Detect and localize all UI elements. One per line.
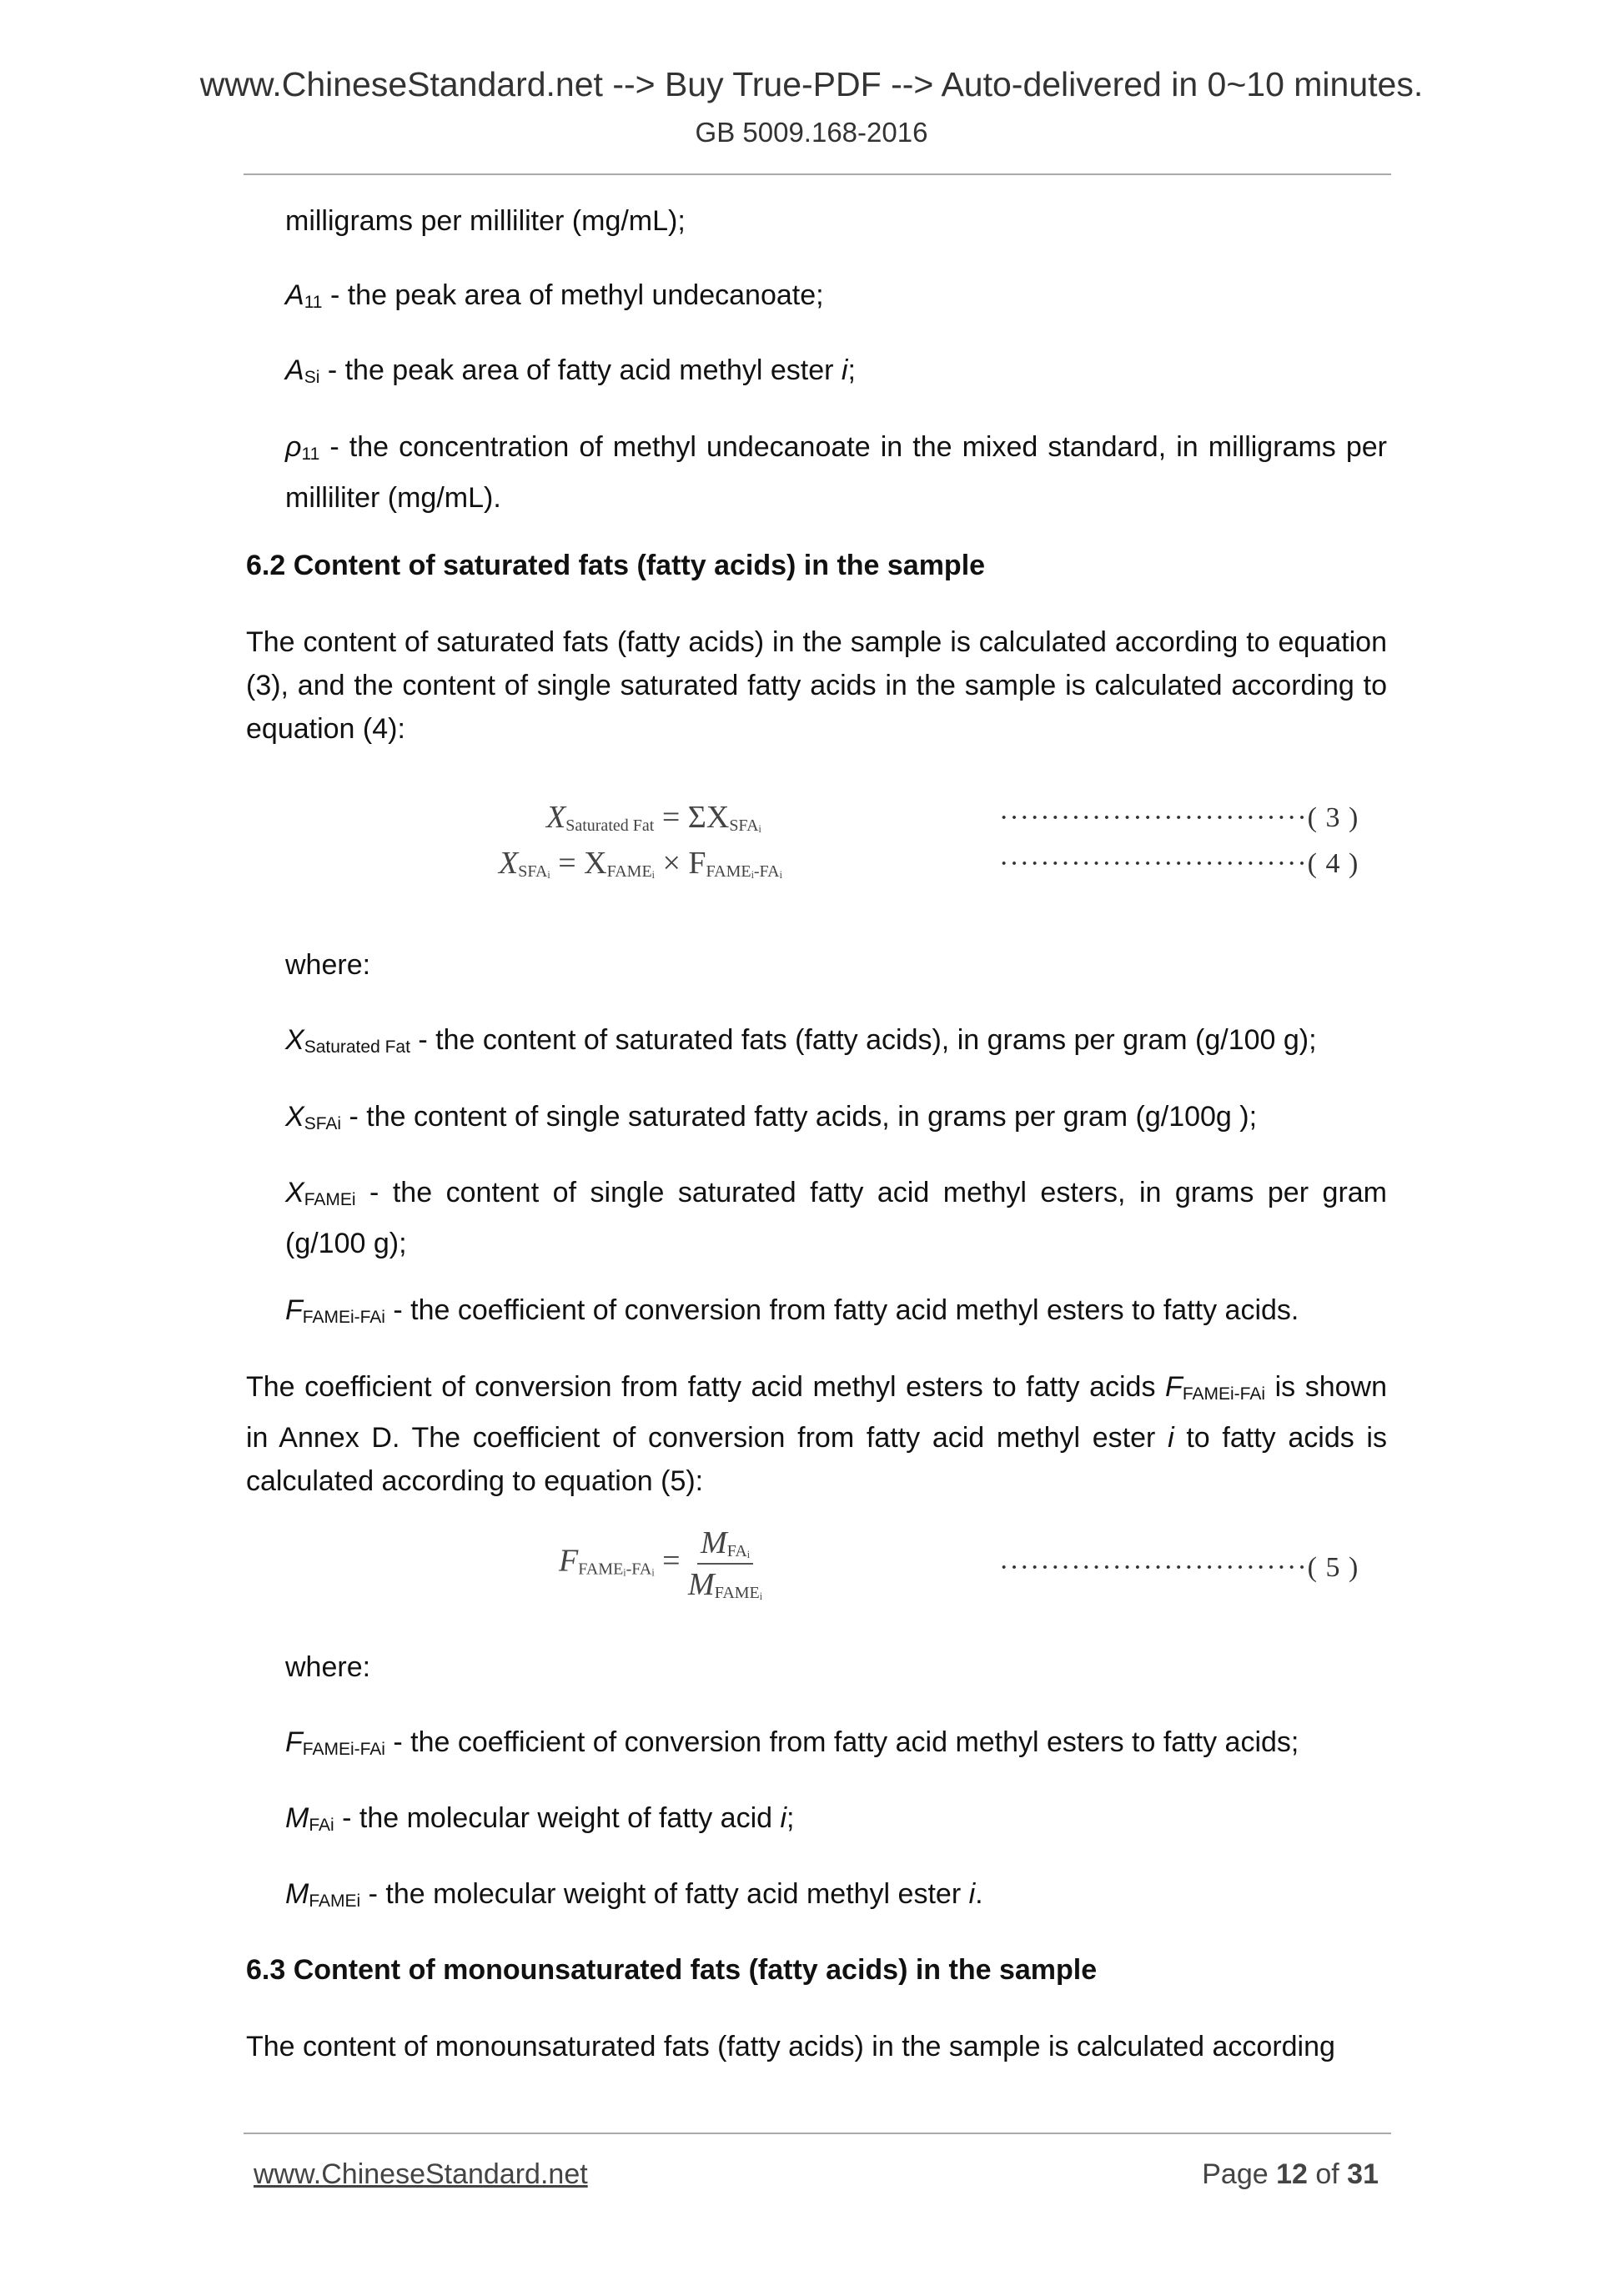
footer-link-wrap — [254, 2158, 588, 2191]
footer-website-link[interactable]: www.ChineseStandard.net — [254, 2158, 588, 2190]
page-number: Page 12 of 31 — [1202, 2158, 1379, 2190]
footer-rule — [244, 2133, 1391, 2134]
definition-m-famei: $M_{FAMEi}$ - the molecular weight of fatty acid methyl ester i. — [285, 1878, 983, 1911]
equation-4: $X_{SFAᵢ} = X_{FAMEᵢ} \times F_{FAMEᵢ-FAᵢ}$ — [499, 846, 782, 881]
equation-3: $X_{Saturated Fat} = \Sigma X_{SFAᵢ}$ — [546, 800, 761, 835]
standard-number: GB 5009.168-2016 — [695, 117, 928, 148]
definition-m-fai: $M_{FAi}$ - the molecular weight of fatty acid i; — [285, 1802, 795, 1835]
header-rule — [244, 173, 1391, 175]
definition-a11: $A_{11}$ - the peak area of methyl undecanoate; — [285, 279, 824, 312]
header-banner: www.ChineseStandard.net --> Buy True-PDF --> Auto-delivered in 0~10 minutes. — [199, 65, 1424, 103]
equation-5-leader: ······························( 5 ) — [999, 1552, 1359, 1583]
paragraph-conversion: The coefficient of conversion from fatty acid methyl esters to fatty acids $F_{FAMEi-FAi}$ is shown in Annex D. The coefficient of conversion from fatty acid methyl ester i to fatty acids is calculated according to equation (5): — [246, 1371, 1387, 1497]
definition-asi: $A_{Si}$ - the peak area of fatty acid methyl ester i; — [285, 354, 856, 387]
paragraph-intro-6-3: The content of monounsaturated fats (fatty acids) in the sample is calculated according — [246, 2031, 1335, 2062]
where-label: where: — [285, 949, 371, 981]
definition-f-famei-fai: $F_{FAMEi-FAi}$ - the coefficient of conversion from fatty acid methyl esters to fatty acids. — [285, 1294, 1299, 1327]
definition-continuation: milligrams per milliliter (mg/mL); — [285, 205, 686, 237]
definition-x-sfai: $X_{SFAi}$ - the content of single saturated fatty acids, in grams per gram (g/100g ); — [285, 1101, 1258, 1133]
equation-4-leader: ······························( 4 ) — [999, 848, 1359, 879]
where-label-2: where: — [285, 1651, 371, 1683]
definition-f-famei-fai-2: $F_{FAMEi-FAi}$ - the coefficient of conversion from fatty acid methyl esters to fatty acids; — [285, 1726, 1299, 1759]
equation-3-leader: ······························( 3 ) — [999, 802, 1359, 833]
section-heading-6-2: 6.2 Content of saturated fats (fatty acids) in the sample — [246, 550, 986, 581]
section-heading-6-3: 6.3 Content of monounsaturated fats (fatty acids) in the sample — [246, 1954, 1098, 1986]
paragraph-intro-6-2: The content of saturated fats (fatty acids) in the sample is calculated according to equation (3), and the content of single saturated fatty acids in the sample is calculated according to equation (4): — [246, 626, 1387, 745]
definition-x-famei: $X_{FAMEi}$ - the content of single saturated fatty acid methyl esters, in grams per gram (g/100 g); — [285, 1177, 1387, 1259]
definition-x-saturated-fat: $X_{Saturated Fat}$ - the content of saturated fats (fatty acids), in grams per gram (g/100 g); — [285, 1024, 1317, 1057]
equation-5: $F_{FAMEᵢ-FAᵢ}$ = $\frac{M_{FAᵢ}}{M_{FAMEᵢ}}$ — [559, 1525, 763, 1602]
definition-rho11: $\rho_{11}$ - the concentration of methyl undecanoate in the mixed standard, in milligrams per milliliter (mg/mL). — [285, 431, 1387, 514]
